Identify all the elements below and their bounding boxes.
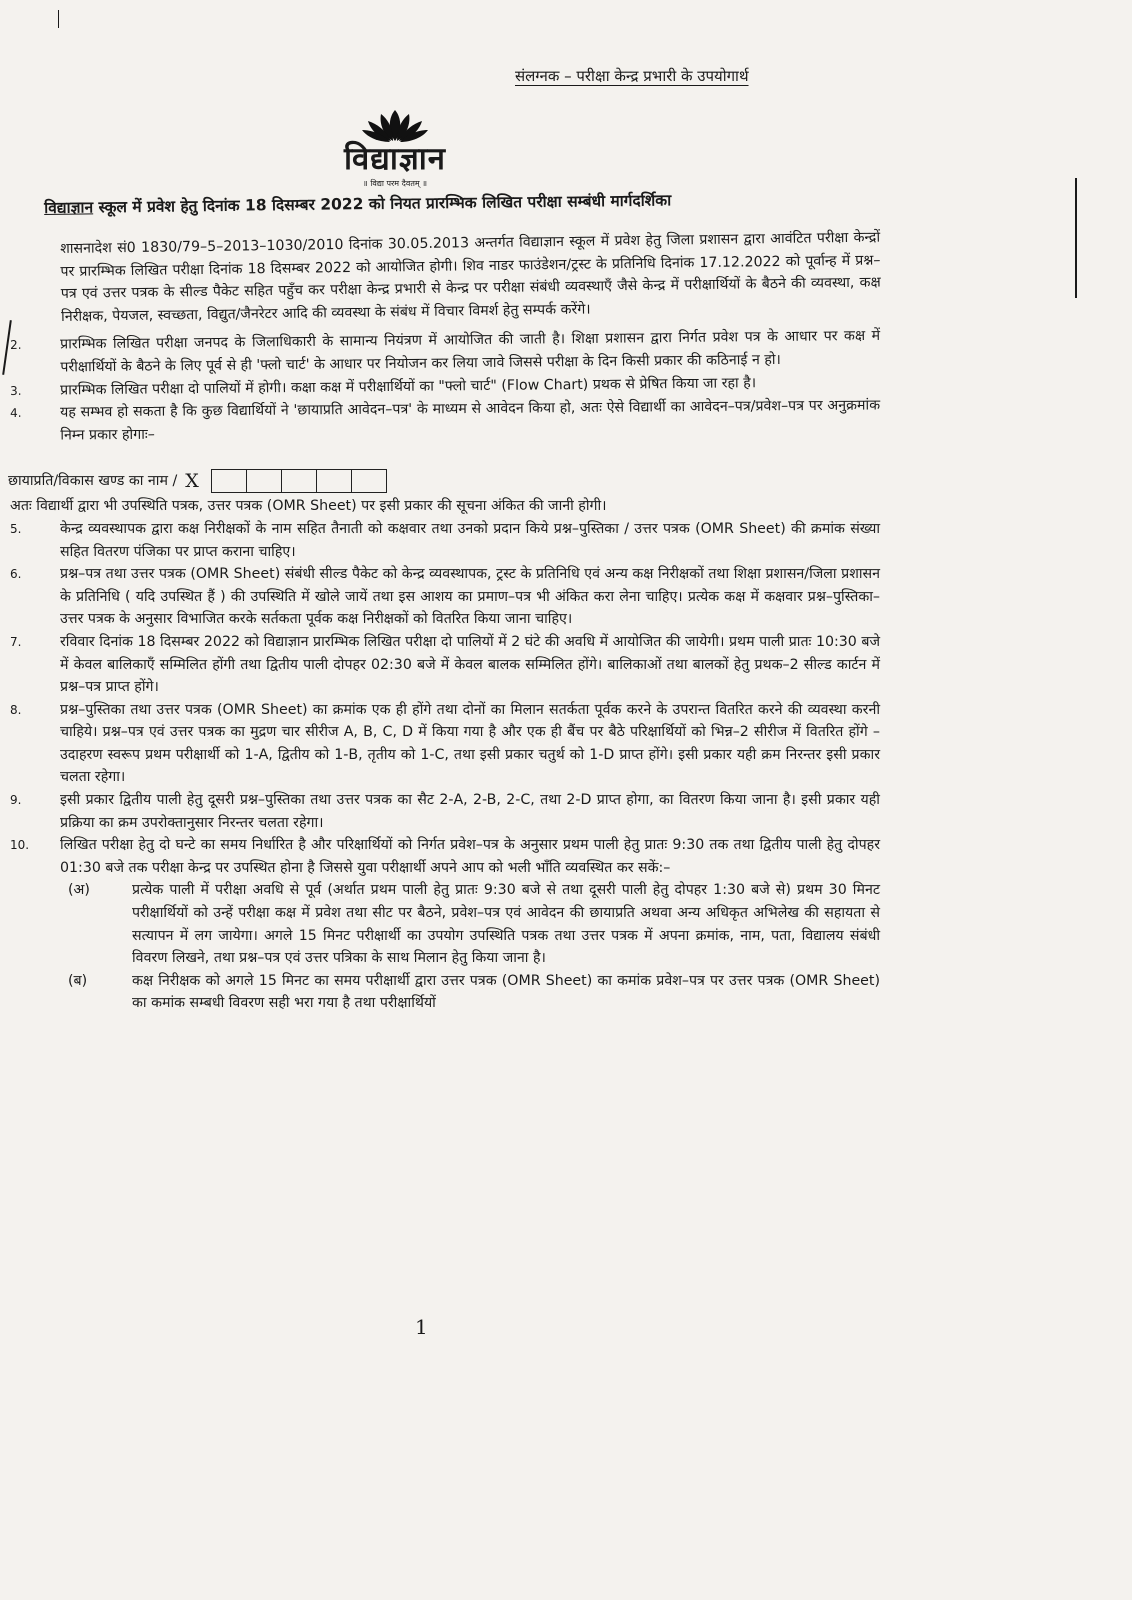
paragraph-number: 9.	[10, 793, 22, 808]
paragraph-number: 7.	[10, 634, 22, 649]
roll-label: छायाप्रति/विकास खण्ड का नाम /	[8, 473, 178, 490]
paragraph-text: इसी प्रकार द्वितीय पाली हेतु दूसरी प्रश्न–पुस्तिका तथा उत्तर पत्रक का सैट 2-A, 2-B, 2-C, तथा 2-D प्राप्त होगा, का वितरण किया जाना है। इसी प्रकार यही प्रक्रिया का क्रम उपरोक्तानुसार निरन्तर चलता रहेगा।	[60, 792, 880, 831]
roll-number-format	[8, 469, 880, 493]
paragraph-number: 3.	[10, 383, 22, 398]
roll-box	[317, 470, 352, 492]
paragraph-number: 8.	[10, 702, 22, 717]
roll-box	[352, 470, 386, 492]
paragraph-4b: अतः विद्यार्थी द्वारा भी उपस्थिति पत्रक, उत्तर पत्रक (OMR Sheet) पर इसी प्रकार की सूचना अंकित की जानी होगी।	[10, 498, 607, 515]
paragraph-5	[10, 518, 880, 563]
sub-point-label: (ब)	[68, 972, 88, 989]
paragraph-text: लिखित परीक्षा हेतु दो घन्टे का समय निर्धारित है और परिक्षार्थियों को निर्गत प्रवेश–पत्र के अनुसार प्रथम पाली हेतु प्रातः 9:30 तक तथा द्वितीय पाली हेतु दोपहर 01:30 बजे तक परीक्षा केन्द्र पर उपस्थित होना है जिससे युवा परीक्षार्थी अपने आप को भली भाँति व्यवस्थित कर सकें:–	[60, 837, 880, 876]
scan-edge-mark	[1075, 178, 1077, 298]
page-number: 1	[415, 1315, 428, 1339]
paragraph-10	[10, 834, 880, 879]
paragraph-8	[10, 699, 880, 789]
paragraph-number: 5.	[10, 521, 22, 536]
paragraph-9	[10, 789, 880, 834]
paragraph-number: 6.	[10, 567, 22, 582]
paragraph-text: प्रारम्भिक लिखित परीक्षा जनपद के जिलाधिकारी के सामान्य नियंत्रण में आयोजित की जाती है। शिक्षा प्रशासन द्वारा निर्गत प्रवेश पत्र के आधार पर कक्ष में परीक्षार्थियों के बैठने के लिए पूर्व से ही 'फ्लो चार्ट' के आधार पर नियोजन कर लिया जावे जिससे परीक्षा के दिन किसी प्रकार की कठिनाई न हो।	[60, 328, 881, 376]
logo-tagline: ॥ विद्या परम दैवतम् ॥	[362, 179, 428, 188]
paragraph-text: प्रारम्भिक लिखित परीक्षा दो पालियों में होगी। कक्षा कक्ष में परीक्षार्थियों का "फ्लो चार्ट" (Flow Chart) प्रथक से प्रेषित किया जा रहा है।	[60, 374, 757, 399]
sub-point-a	[68, 879, 880, 969]
roll-box	[247, 470, 282, 492]
paragraph-number: 4.	[10, 406, 22, 421]
logo	[305, 108, 485, 189]
paragraph-number: 2.	[10, 338, 22, 353]
document-body	[8, 229, 881, 1015]
scan-edge-mark	[58, 10, 59, 28]
lotus-icon	[360, 108, 430, 144]
heading-underlined: विद्याज्ञान	[44, 198, 94, 217]
sub-point-text: प्रत्येक पाली में परीक्षा अवधि से पूर्व (अर्थात प्रथम पाली हेतु प्रातः 9:30 बजे से तथा दूसरी पाली हेतु दोपहर 1:30 बजे से) प्रथम 30 मिनट परीक्षार्थियों को उन्हें परीक्षा कक्ष में प्रवेश तथा सीट पर बैठने, प्रवेश–पत्र एवं आवेदन की छायाप्रति अथवा अन्य अधिकृत अभिलेख की सहायता से सत्यापन में लग जायेगा। अगले 15 मिनट परीक्षार्थी का उपयोग उपस्थिति पत्रक तथा उत्तर पत्रक में अपना क्रमांक, नाम, पता, विद्यालय संबंधी विवरण लिखने, तथा प्रश्न–पत्र एवं उत्तर पत्रिका के साथ मिलान हेतु किया जाना है।	[132, 882, 880, 967]
paragraph-text: प्रश्न–पुस्तिका तथा उत्तर पत्रक (OMR Sheet) का क्रमांक एक ही होंगे तथा दोनों का मिलान सतर्कता पूर्वक करने के उपरान्त वितरित करने की व्यवस्था करनी चाहिये। प्रश्न–पत्र एवं उत्तर पत्रक का मुद्रण चार सीरीज A, B, C, D में किया गया है और एक ही बैंच पर बैठे परिक्षार्थियों को भिन्न–2 सीरीज में वितरित होंगे – उदाहरण स्वरूप प्रथम परीक्षार्थी को 1-A, द्वितीय को 1-B, तृतीय को 1-C, तथा इसी प्रकार चतुर्थ को 1-D प्राप्त होंगे। इसी प्रकार यही क्रम निरन्तर इसी प्रकार चलता रहेगा।	[60, 701, 880, 786]
paragraph-text: केन्द्र व्यवस्थापक द्वारा कक्ष निरीक्षकों के नाम सहित तैनाती को कक्षवार तथा उनको प्रदान किये प्रश्न–पुस्तिका / उत्तर पत्रक (OMR Sheet) की क्रमांक संख्या सहित वितरण पंजिका पर प्राप्त कराना चाहिए।	[60, 520, 880, 560]
paragraph-4	[10, 395, 880, 448]
paragraph-text: रविवार दिनांक 18 दिसम्बर 2022 को विद्याज्ञान प्रारम्भिक लिखित परीक्षा दो पालियों में 2 घंटे की अवधि में आयोजित की जायेगी। प्रथम पाली प्रातः 10:30 बजे में केवल बालिकाएँ सम्मिलित होंगी तथा द्वितीय पाली दोपहर 02:30 बजे में केवल बालक सम्मिलित होंगे। बालिकाओं तथा बालकों हेतु प्रथक–2 सील्ड कार्टन में प्रश्न–पत्र प्राप्त होंगे।	[60, 633, 880, 696]
sub-point-label: (अ)	[68, 882, 90, 899]
roll-x: X	[185, 470, 199, 493]
paragraph-text: प्रश्न–पत्र तथा उत्तर पत्रक (OMR Sheet) संबंधी सील्ड पैकेट को केन्द्र व्यवस्थापक, ट्रस्ट के प्रतिनिधि एवं अन्य कक्ष निरीक्षकों तथा शिक्षा प्रशासन/जिला प्रशासन के प्रतिनिधि ( यदि उपस्थित हैं ) की उपस्थिति में खोले जायें तथा इस आशय का प्रमाण–पत्र भी अंकित करा लेना चाहिए। प्रत्येक कक्ष में कक्षवार प्रश्न–पुस्तिका–उत्तर पत्रक के अनुसार विभाजित करके सर्तकता पूर्वक कक्ष निरीक्षकों को वितरित किया जाना चाहिए।	[60, 566, 880, 628]
heading-text: स्कूल में प्रवेश हेतु दिनांक 18 दिसम्बर 2022 को नियत प्रारम्भिक लिखित परीक्षा सम्बंधी मार्गदर्शिका	[93, 191, 672, 217]
annex-note: संलग्नक – परीक्षा केन्द्र प्रभारी के उपयोगार्थ	[515, 67, 749, 85]
roll-number-boxes	[211, 469, 387, 493]
logo-wordmark: विद्याज्ञान	[344, 141, 446, 177]
roll-box	[282, 470, 317, 492]
roll-box	[212, 470, 247, 492]
paragraph-text: शासनादेश सं0 1830/79–5–2013–1030/2010 दिनांक 30.05.2013 अन्तर्गत विद्याज्ञान स्कूल में प्रवेश हेतु जिला प्रशासन द्वारा आवंटित परीक्षा केन्द्रों पर प्रारम्भिक लिखित परीक्षा दिनांक 18 दिसम्बर 2022 को आयोजित होगी। शिव नाडर फाउंडेशन/ट्रस्ट के प्रतिनिधि दिनांक 17.12.2022 को पूर्वान्ह में प्रश्न–पत्र एवं उत्तर पत्रक के सील्ड पैकेट सहित पहुँच कर परीक्षा केन्द्र प्रभारी से केन्द्र पर परीक्षा संबंधी व्यवस्थाएँ जैसे केन्द्र में परीक्षार्थियों के बैठने की व्यवस्था, कक्ष निरीक्षक, पेयजल, स्वच्छता, विद्युत/जैनरेटर आदि की व्यवस्था के संबंध में विचार विमर्श हेतु सम्पर्क करेंगे।	[60, 229, 881, 325]
paragraph-1	[60, 227, 881, 329]
document-heading	[44, 187, 804, 218]
paragraph-7	[10, 631, 880, 699]
sub-point-text: कक्ष निरीक्षक को अगले 15 मिनट का समय परीक्षार्थी द्वारा उत्तर पत्रक (OMR Sheet) का कमांक प्रवेश–पत्र पर उत्तर पत्रक (OMR Sheet) का कमांक सम्बधी विवरण सही भरा गया है तथा परीक्षार्थियों	[132, 972, 880, 1012]
paragraph-6	[10, 563, 880, 631]
paragraph-text: यह सम्भव हो सकता है कि कुछ विद्यार्थियों ने 'छायाप्रति आवेदन–पत्र' के माध्यम से आवेदन किया हो, अतः ऐसे विद्यार्थी का आवेदन–पत्र/प्रवेश–पत्र पर अनुक्रमांक निम्न प्रकार होगाः–	[60, 397, 881, 444]
paragraph-number: 10.	[10, 838, 30, 853]
sub-point-b	[68, 970, 880, 1015]
